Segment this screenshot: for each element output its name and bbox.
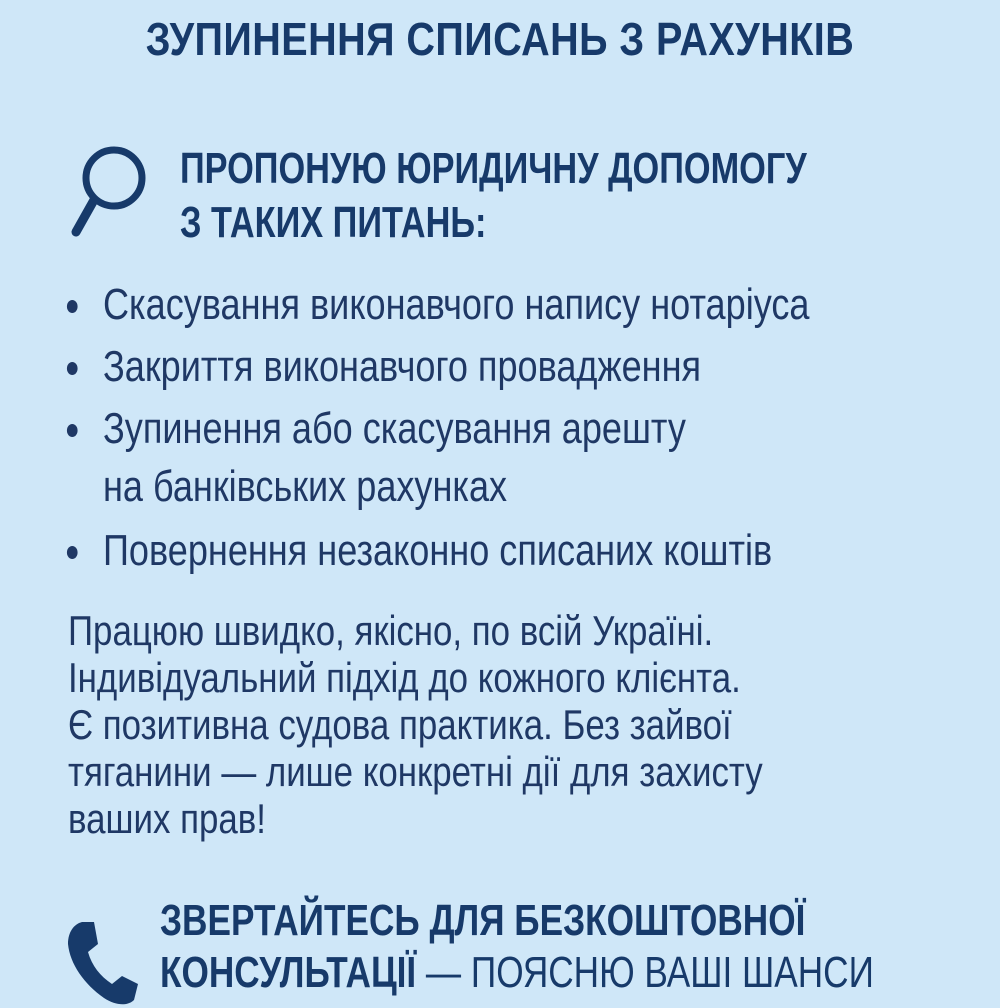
paragraph-line: ваших прав! [68,795,266,842]
paragraph-line: Є позитивна судова практика. Без зайвої [68,701,732,748]
phone-icon [64,918,140,1008]
cta-line2-emphasis: КОНСУЛЬТАЦІЇ [160,948,417,997]
cta-line1: ЗВЕРТАЙТЕСЬ ДЛЯ БЕЗКОШТОВНОЇ [160,896,806,945]
list-item [62,276,964,334]
offer-heading-line2: З ТАКИХ ПИТАНЬ: [180,198,487,247]
service-label: Зупинення або скасування арешту [103,404,686,453]
cta-line2-rest: — ПОЯСНЮ ВАШІ ШАНСИ [416,948,874,997]
list-item [62,522,964,580]
paragraph-line: Працюю швидко, якісно, по всій Україні. [68,607,714,654]
description-paragraph [68,607,763,842]
service-label: Повернення незаконно списаних коштів [103,526,773,575]
services-list [62,276,964,580]
service-label: Закриття виконавчого провадження [103,342,702,391]
list-item [62,400,964,516]
service-label-continued: на банківських рахунках [103,462,508,511]
service-label: Скасування виконавчого напису нотаріуса [103,280,810,329]
page-title: ЗУПИНЕННЯ СПИСАНЬ З РАХУНКІВ [145,13,855,65]
offer-heading-line1: ПРОПОНУЮ ЮРИДИЧНУ ДОПОМОГУ [180,144,807,193]
paragraph-line: тяганини — лише конкретні дії для захисту [68,748,763,795]
call-to-action [160,895,874,999]
list-item [62,338,964,396]
search-icon [68,140,152,244]
offer-heading [180,142,807,250]
paragraph-line: Індивідуальний підхід до кожного клієнта. [68,654,741,701]
